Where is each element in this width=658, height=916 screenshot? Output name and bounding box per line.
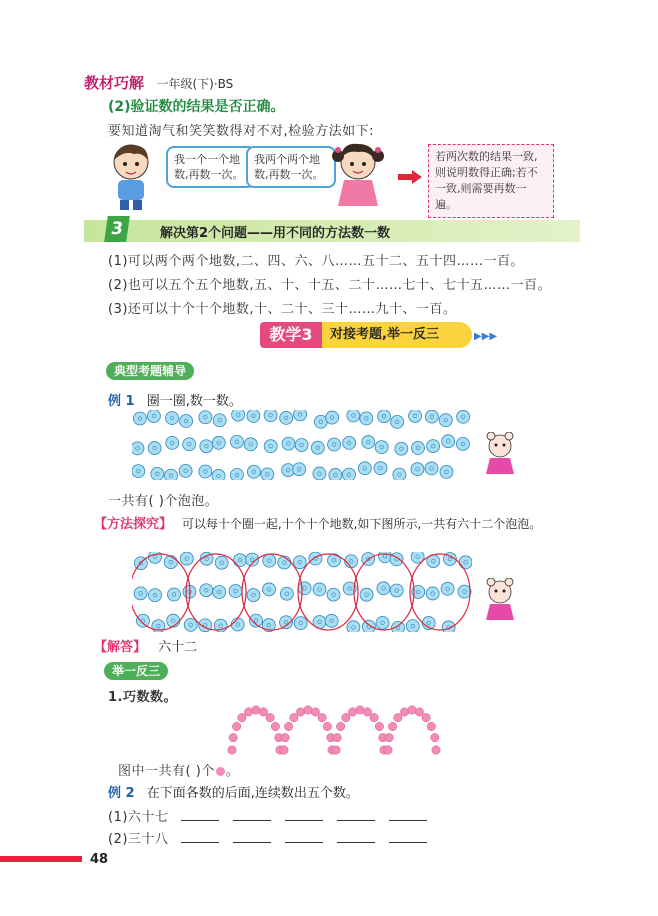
- arch-dot: [281, 733, 289, 741]
- bubble: [343, 436, 356, 449]
- bubble: [426, 587, 439, 600]
- practice-tag: [104, 660, 168, 679]
- bubble: [347, 621, 360, 632]
- bubble: [147, 410, 160, 422]
- bubble: [406, 620, 419, 632]
- arch-dot: [232, 722, 240, 730]
- bubble: [179, 464, 192, 477]
- bubble: [411, 441, 424, 454]
- bubble: [200, 584, 213, 597]
- method-line-1: (1)可以两个两个地数,二、四、六、八……五十二、五十四……一百。: [108, 254, 525, 269]
- bubble: [294, 410, 307, 421]
- practice-q1: 1.巧数数。: [108, 690, 177, 705]
- arch-dot: [375, 722, 383, 730]
- arch-dot: [432, 746, 440, 754]
- bubble: [148, 442, 161, 455]
- bubble: [133, 412, 146, 425]
- banner-arrows: ▶▶▶: [474, 331, 498, 342]
- pink-dot-icon: [216, 767, 225, 776]
- bubble: [263, 554, 276, 567]
- arch-dot: [244, 708, 252, 716]
- bubble: [230, 468, 243, 480]
- arch-dot: [400, 708, 408, 716]
- blank-2-3[interactable]: [285, 830, 323, 843]
- bubble: [440, 465, 453, 478]
- solution-label: 【解答】: [94, 640, 147, 655]
- blank-1-1[interactable]: [181, 808, 219, 821]
- arch-dot: [271, 722, 279, 730]
- bubble: [134, 587, 147, 600]
- right-arrow-icon: [398, 170, 422, 184]
- bubble: [395, 442, 408, 455]
- bubble: [263, 583, 276, 596]
- bubble: [459, 556, 472, 569]
- arch-dot: [228, 746, 236, 754]
- solution: [94, 636, 197, 655]
- arch-dot: [356, 706, 364, 714]
- banner-right: 对接考题,举一反三: [322, 322, 472, 348]
- bubble: [376, 616, 389, 629]
- arch-dot: [290, 713, 298, 721]
- page-header: [84, 72, 233, 93]
- bubble: [377, 582, 390, 595]
- blank-2-1[interactable]: [181, 830, 219, 843]
- bubble: [293, 463, 306, 476]
- arch-dot: [252, 706, 260, 714]
- bubble: [180, 415, 193, 428]
- bubble: [264, 440, 277, 453]
- typical-tag: [106, 360, 194, 379]
- pig-illustration-2: [482, 578, 518, 626]
- section-number: 3: [104, 216, 130, 242]
- blank-1-5[interactable]: [389, 808, 427, 821]
- bubble: [244, 438, 257, 451]
- bubble: [166, 412, 179, 425]
- blank-1-4[interactable]: [337, 808, 375, 821]
- bubble: [151, 467, 164, 480]
- example1-prompt: 圈一圈,数一数。: [146, 394, 242, 409]
- conclusion-box: 若两次数的结果一致,则说明数得正确;若不一致,则需要再数一遍。: [428, 144, 554, 218]
- bubble: [327, 588, 340, 601]
- bubble-right: 我两个两个地数,再数一次。: [246, 146, 336, 188]
- bubble: [458, 585, 471, 598]
- arch-dot: [394, 713, 402, 721]
- bubble: [212, 469, 225, 480]
- arch-dot: [238, 713, 246, 721]
- arch-dot: [259, 708, 267, 716]
- girl-illustration: [330, 140, 386, 214]
- example2-row-2-label: (2)三十八: [108, 832, 169, 847]
- book-brand: 教材巧解: [84, 74, 145, 92]
- pig-illustration: [482, 432, 518, 480]
- arch-dot: [384, 746, 392, 754]
- bubble: [298, 582, 311, 595]
- verify-title: (2)验证数的结果是否正确。: [108, 99, 285, 115]
- bubble: [278, 556, 291, 569]
- bubble: [393, 468, 406, 480]
- practice-q1-text: 图中一共有( )个: [118, 764, 215, 779]
- verify-intro: 要知道淘气和笑笑数得对不对,检验方法如下:: [108, 124, 375, 139]
- blank-1-2[interactable]: [233, 808, 271, 821]
- arch-dot: [348, 708, 356, 716]
- bubble: [347, 410, 360, 422]
- arch-dot: [266, 713, 274, 721]
- bubble: [264, 410, 277, 422]
- bubble: [427, 440, 440, 453]
- bubble: [247, 589, 260, 602]
- arch-dot: [385, 733, 393, 741]
- bubble: [229, 585, 242, 598]
- solution-text: 六十二: [158, 640, 198, 655]
- bubble: [456, 437, 469, 450]
- bubble: [282, 437, 295, 450]
- arch-dot: [280, 746, 288, 754]
- bubble: [442, 435, 455, 448]
- bubble: [199, 411, 212, 424]
- bubble: [392, 621, 405, 632]
- arch-dot: [342, 713, 350, 721]
- arch-dot: [304, 706, 312, 714]
- bubble: [280, 587, 293, 600]
- bubble: [378, 410, 391, 423]
- example1-label: 例 1: [108, 394, 135, 409]
- bubble: [345, 555, 358, 568]
- section-title: 解决第2个问题——用不同的方法数一数: [160, 226, 391, 241]
- method-label: 【方法探究】: [94, 517, 173, 532]
- bubble: [362, 620, 375, 632]
- arch-dot: [388, 722, 396, 730]
- bubble: [164, 556, 177, 569]
- method-line-2: (2)也可以五个五个地数,五、十、十五、二十……七十、七十五……一百。: [108, 278, 552, 293]
- method-explore: [94, 513, 594, 536]
- practice-q1-end: 。: [225, 764, 240, 779]
- bubble: [200, 440, 213, 453]
- example2-prompt: 在下面各数的后面,连续数出五个数。: [146, 786, 359, 801]
- grade-label: 一年级(下)·BS: [156, 77, 234, 91]
- example2-heading: [108, 782, 359, 801]
- arch-dot: [229, 733, 237, 741]
- blank-2-5[interactable]: [389, 830, 427, 843]
- example2-row-1-label: (1)六十七: [108, 810, 169, 825]
- bubble: [375, 441, 388, 454]
- bubble: [409, 410, 422, 422]
- bubble: [374, 462, 387, 475]
- typical-tag-label: 典型考题辅导: [106, 362, 194, 380]
- boy-illustration: [108, 142, 154, 212]
- example1-heading: [108, 390, 242, 409]
- arch-dot: [336, 722, 344, 730]
- bubble: [425, 462, 438, 475]
- example2-row-2: [108, 828, 441, 847]
- bubble: [249, 614, 262, 627]
- bubble: [411, 463, 424, 476]
- bubble: [166, 436, 179, 449]
- bubble: [231, 618, 244, 631]
- bubble: [342, 468, 355, 480]
- bubble-left: 我一个一个地数,再数一次。: [166, 146, 256, 188]
- arch-dot: [408, 706, 416, 714]
- bubble: [167, 614, 180, 627]
- bubble: [294, 617, 307, 630]
- bubble: [391, 415, 404, 428]
- bubble: [168, 588, 181, 601]
- bubble: [232, 410, 245, 421]
- page-bar: [0, 856, 82, 862]
- chapter-banner: [260, 322, 472, 348]
- arch-dot: [311, 708, 319, 716]
- arch-dot: [318, 713, 326, 721]
- bubble: [261, 468, 274, 480]
- bubble: [247, 410, 260, 422]
- bubble: [425, 410, 438, 423]
- arch-dot: [427, 722, 435, 730]
- bubble: [180, 552, 193, 565]
- example2-row-1: [108, 806, 441, 825]
- method-line-3: (3)还可以十个十个地数,十、二十、三十……九十、一百。: [108, 302, 457, 317]
- bubble: [215, 556, 228, 569]
- bubble: [280, 411, 293, 424]
- practice-q1-line: [118, 760, 239, 779]
- bubble: [390, 584, 403, 597]
- bubble-figure-circled: [132, 552, 472, 632]
- bubble: [212, 436, 225, 449]
- bubble: [247, 465, 260, 478]
- bubble: [233, 554, 246, 567]
- bubble: [457, 410, 470, 423]
- bubble: [183, 438, 196, 451]
- banner-left: 教学3: [260, 322, 322, 348]
- bubble: [149, 589, 162, 602]
- bubble: [199, 465, 212, 478]
- arch-dot: [422, 713, 430, 721]
- bubble: [132, 465, 145, 478]
- example1-answer-line: 一共有( )个泡泡。: [108, 494, 219, 509]
- bubble-figure-1: [132, 410, 472, 480]
- blank-1-3[interactable]: [285, 808, 323, 821]
- bubble: [132, 442, 144, 455]
- bubble: [360, 412, 373, 425]
- bubble: [295, 438, 308, 451]
- bubble: [328, 438, 341, 451]
- bubble: [325, 614, 338, 627]
- arch-dot: [370, 713, 378, 721]
- bubble: [313, 467, 326, 480]
- arch-dot: [431, 733, 439, 741]
- bubble: [230, 435, 243, 448]
- arch-dot: [296, 708, 304, 716]
- bubble: [329, 468, 342, 480]
- bubble: [326, 411, 339, 424]
- bubble: [136, 614, 149, 627]
- arch-dot: [323, 722, 331, 730]
- practice-tag-label: 举一反三: [104, 662, 168, 680]
- bubble: [313, 583, 326, 596]
- bubble: [311, 441, 324, 454]
- bubble: [213, 586, 226, 599]
- blank-2-2[interactable]: [233, 830, 271, 843]
- arch-dot: [415, 708, 423, 716]
- bubble: [309, 552, 322, 565]
- arch-dot: [363, 708, 371, 716]
- bubble: [360, 588, 373, 601]
- bubble: [358, 462, 371, 475]
- method-text: 可以每十个圈一起,十个十个地数,如下图所示,一共有六十二个泡泡。: [181, 517, 542, 531]
- bubble: [441, 582, 454, 595]
- bubble: [362, 436, 375, 449]
- example2-label: 例 2: [108, 786, 135, 801]
- bubble: [439, 414, 452, 427]
- arch-dots-figure: [222, 702, 452, 758]
- arch-dot: [333, 733, 341, 741]
- bubble: [165, 469, 178, 480]
- arch-dot: [332, 746, 340, 754]
- page-number: 48: [90, 852, 109, 867]
- arch-dot: [284, 722, 292, 730]
- blank-2-4[interactable]: [337, 830, 375, 843]
- bubble: [213, 414, 226, 427]
